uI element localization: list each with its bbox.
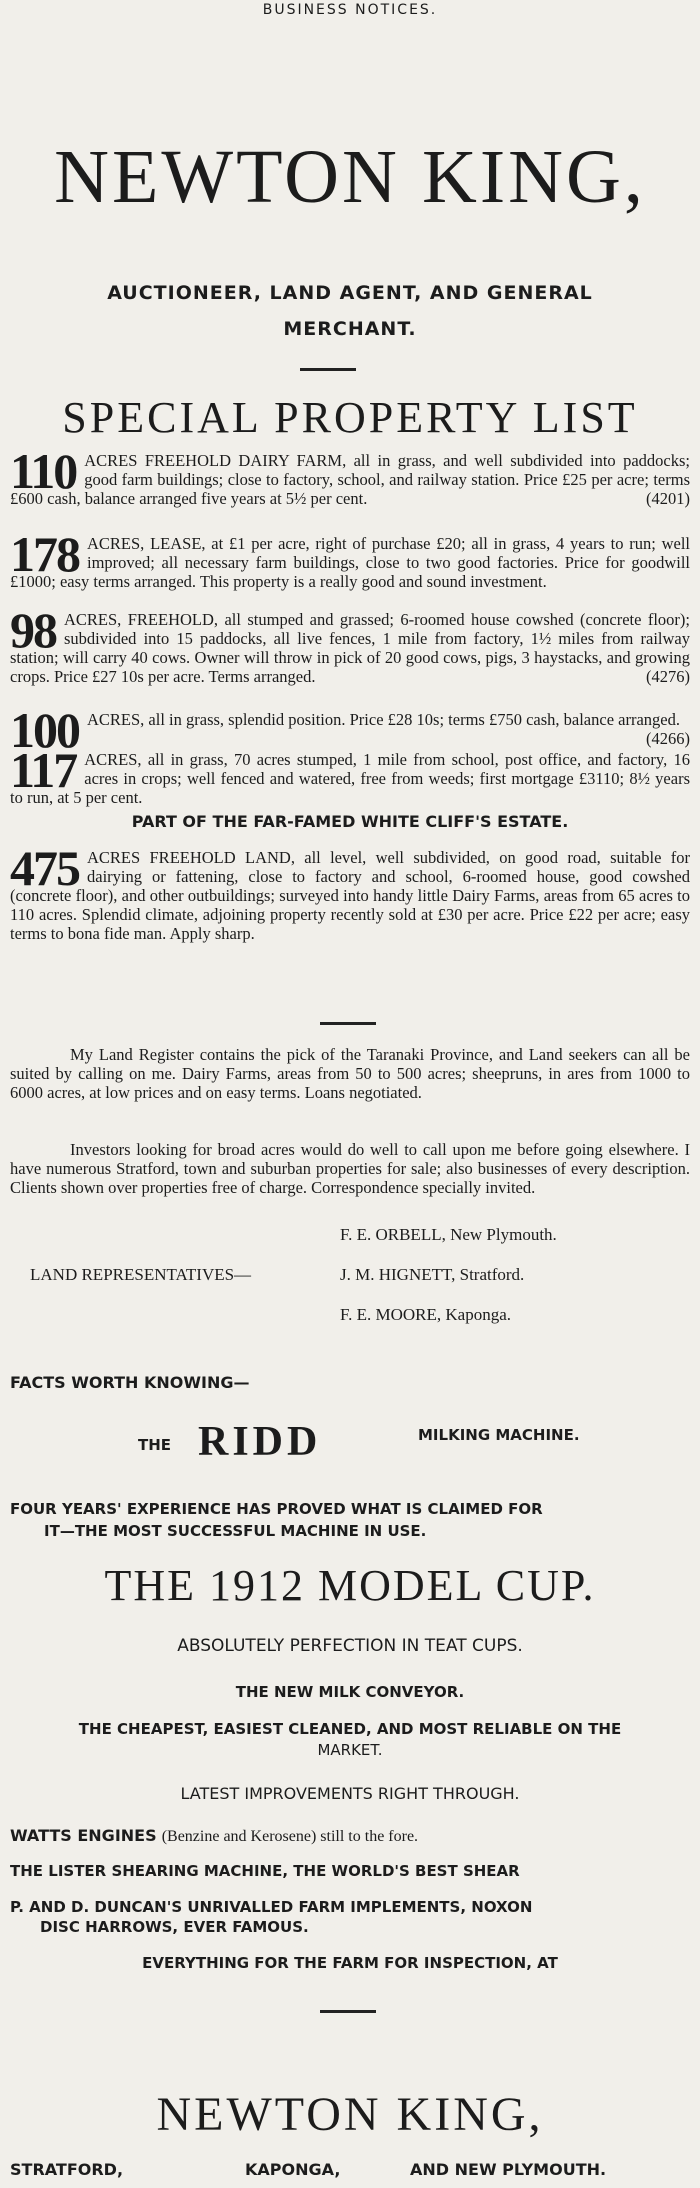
- subtitle-line1: AUCTIONEER, LAND AGENT, AND GENERAL: [107, 282, 593, 304]
- property-number: 475: [10, 840, 79, 896]
- duncan-line2: DISC HARROWS, EVER FAMOUS.: [40, 1918, 309, 1936]
- property-number: 178: [10, 526, 79, 582]
- property-100: [10, 702, 690, 758]
- title: NEWTON KING,: [54, 135, 646, 219]
- register-paragraph: [10, 1045, 690, 1102]
- property-117: [10, 742, 690, 807]
- property-text: ACRES, FREEHOLD, all stumped and grassed; 6-roomed house cowshed (concrete floor); subdivided into 15 paddocks, all live fences, 1 mile from factory, 1½ miles from railway station; will carry 40 cows. Owner will throw in pick of 20 good cows, pigs, 3 haystacks, and growing crops. Price £27 10s per acre. Terms arranged.: [10, 610, 690, 686]
- latest-improvements: LATEST IMPROVEMENTS RIGHT THROUGH.: [180, 1784, 520, 1803]
- ridd-the: THE: [138, 1436, 172, 1454]
- property-number: 110: [10, 443, 77, 499]
- property-ref: (4266): [646, 729, 690, 748]
- land-rep-orbell: F. E. ORBELL, New Plymouth.: [340, 1225, 557, 1244]
- investors-paragraph: [10, 1140, 690, 1197]
- perfection: ABSOLUTELY PERFECTION IN TEAT CUPS.: [177, 1636, 523, 1656]
- divider-bottom: [320, 2010, 376, 2013]
- property-text: ACRES FREEHOLD DAIRY FARM, all in grass, and well subdivided into paddocks; good farm buildings; close to factory, school, and railway station. Price £25 per acre; terms £600 cash, balance arranged five years at 5½ per cent.: [10, 451, 690, 508]
- property-178: [10, 526, 690, 591]
- footer-town-kaponga: KAPONGA,: [245, 2160, 341, 2179]
- lister-machine: THE LISTER SHEARING MACHINE, THE WORLD'S BEST SHEAR: [10, 1862, 520, 1880]
- property-475: [10, 840, 690, 943]
- property-98: [10, 602, 690, 686]
- property-text: ACRES, all in grass, 70 acres stumped, 1 mile from school, post office, and factory, 16 acres in crops; well fenced and watered, free from weeds; first mortgage £3110; 8½ years to run, at 5 per cent.: [10, 750, 690, 807]
- watts-rest: (Benzine and Kerosene) still to the fore.: [161, 1828, 419, 1845]
- duncan-line1: P. AND D. DUNCAN'S UNRIVALLED FARM IMPLEMENTS, NOXON: [10, 1898, 533, 1916]
- property-110: [10, 443, 690, 508]
- watts-engines: [10, 1826, 418, 1846]
- footer-town-new-plymouth: AND NEW PLYMOUTH.: [410, 2160, 607, 2179]
- register-text: My Land Register contains the pick of the Taranaki Province, and Land seekers can all be suited by calling on me. Dairy Farms, areas from 50 to 500 acres; sheepruns, in ares from 1000 to 6000 acres, at low prices and on easy terms. Loans negotiated.: [10, 1045, 690, 1102]
- footer-town-stratford: STRATFORD,: [10, 2160, 124, 2179]
- property-text: ACRES, all in grass, splendid position. Price £28 10s; terms £750 cash, balance arranged.: [87, 710, 680, 729]
- cheapest-line1: THE CHEAPEST, EASIEST CLEANED, AND MOST RELIABLE ON THE: [78, 1720, 622, 1738]
- facts-heading: FACTS WORTH KNOWING—: [10, 1373, 250, 1392]
- land-rep-hignett: J. M. HIGNETT, Stratford.: [340, 1265, 525, 1284]
- land-rep-moore: F. E. MOORE, Kaponga.: [340, 1305, 511, 1324]
- property-text: ACRES FREEHOLD LAND, all level, well subdivided, on good road, suitable for dairying or fattening, close to factory and school, 6-roomed house, good cowshed (concrete floor), and other outbuildings; surveyed into handy little Dairy Farms, areas from 65 acres to 110 acres. Splendid climate, adjoining property recently sold at £30 per acre. Price £22 per acre; easy terms to bona fide man. Apply sharp.: [10, 848, 690, 943]
- milk-conveyor: THE NEW MILK CONVEYOR.: [235, 1683, 465, 1701]
- property-number: 98: [10, 602, 56, 658]
- estate-heading: PART OF THE FAR-FAMED WHITE CLIFF'S ESTATE.: [131, 812, 569, 831]
- property-number: 117: [10, 742, 77, 798]
- model-cup: THE 1912 MODEL CUP.: [104, 1561, 596, 1610]
- cheapest-line2: MARKET.: [317, 1741, 383, 1759]
- ridd-machine: MILKING MACHINE.: [418, 1426, 580, 1444]
- list-title: SPECIAL PROPERTY LIST: [62, 393, 638, 442]
- experience-line1: FOUR YEARS' EXPERIENCE HAS PROVED WHAT IS CLAIMED FOR: [10, 1500, 543, 1518]
- everything-for-farm: EVERYTHING FOR THE FARM FOR INSPECTION, AT: [142, 1954, 558, 1972]
- investors-text: Investors looking for broad acres would do well to call upon me before going elsewhere. I have numerous Stratford, town and suburban properties for sale; also businesses of every description. Clients shown over properties free of charge. Correspondence specially invited.: [10, 1140, 690, 1197]
- property-number: 100: [10, 702, 79, 758]
- footer-name: NEWTON KING,: [156, 2088, 544, 2141]
- property-ref: (4276): [646, 667, 690, 686]
- page-header: BUSINESS NOTICES.: [262, 2, 438, 18]
- divider-top: [300, 368, 356, 371]
- property-text: ACRES, LEASE, at £1 per acre, right of purchase £20; all in grass, 4 years to run; well improved; all necessary farm buildings, close to two good factories. Price for goodwill £1000; easy terms arranged. This property is a really good and sound investment.: [10, 534, 690, 591]
- experience-line2: IT—THE MOST SUCCESSFUL MACHINE IN USE.: [44, 1522, 427, 1540]
- subtitle-line2: MERCHANT.: [283, 318, 417, 340]
- divider-middle: [320, 1022, 376, 1025]
- ridd-name: RIDD: [198, 1419, 322, 1465]
- land-reps-label: LAND REPRESENTATIVES—: [30, 1265, 252, 1284]
- property-ref: (4201): [646, 489, 690, 508]
- watts-bold: WATTS ENGINES: [10, 1826, 157, 1845]
